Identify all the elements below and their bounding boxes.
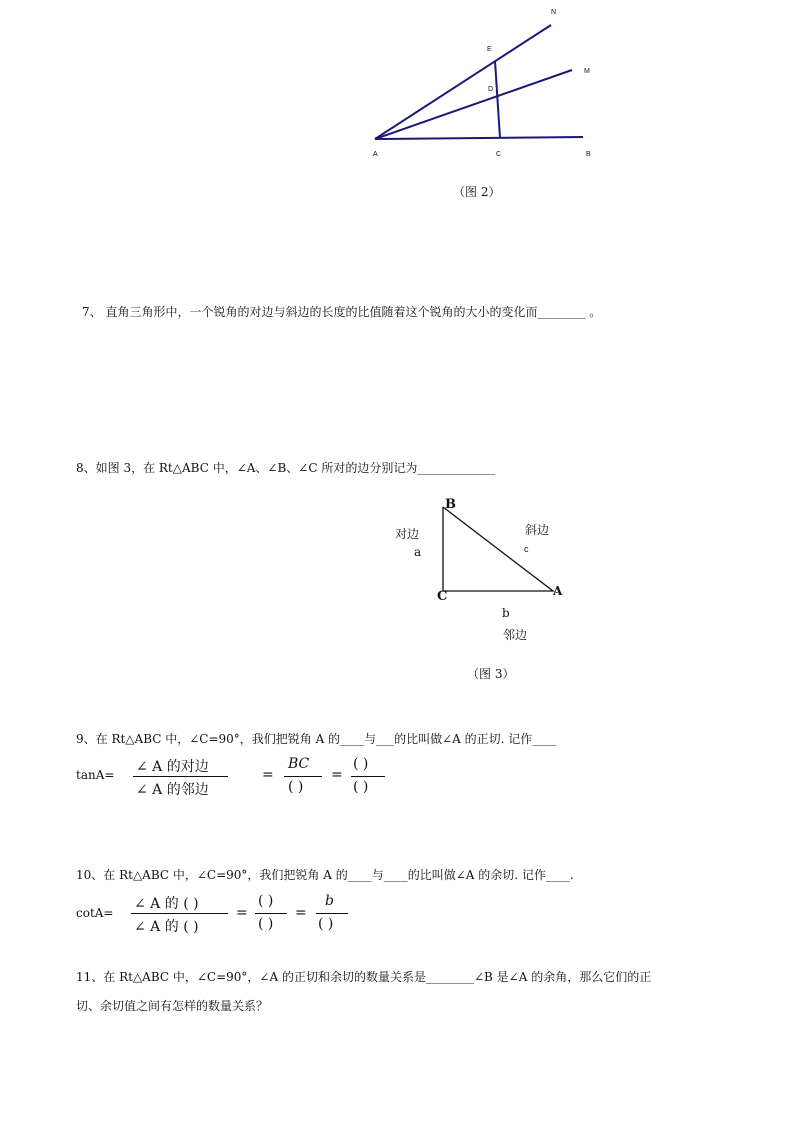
tan-eq2: = [331,767,343,783]
tan-frac1-den: ∠ A 的邻边 [136,782,209,798]
cot-frac2-num: ( ) [258,893,274,909]
cot-frac2-den: ( ) [258,916,274,932]
fig3-side-c: c [524,544,529,554]
tan-frac2-line [284,776,322,777]
fig3-vertex-a: A [553,584,563,598]
fig3-hyp-label: 斜边 [525,523,550,537]
cot-lhs: cotA= [76,906,114,920]
fig2-label-a: A [373,151,378,158]
question-7: 7、 直角三角形中，一个锐角的对边与斜边的长度的比值随着这个锐角的大小的变化而________ 。 [82,305,602,319]
question-11-line1: 11、在 Rt△ABC 中，∠C=90°，∠A 的正切和余切的数量关系是________∠B 是∠A 的余角，那么它们的正 [76,970,652,984]
tan-frac3-den: ( ) [353,779,369,795]
cot-frac1-num: ∠ A 的 ( ) [134,896,199,912]
cot-frac3-num: b [325,893,334,909]
triangle-abc [443,507,553,591]
fig3-vertex-b: B [445,497,456,512]
tan-eq1: = [262,767,274,783]
tan-frac3-line [351,776,385,777]
cot-frac1-den: ∠ A 的 ( ) [134,919,199,935]
question-8: 8、如图 3，在 Rt△ABC 中，∠A、∠B、∠C 所对的边分别记为_____________ [76,461,496,475]
question-9: 9、在 Rt△ABC 中，∠C=90°，我们把锐角 A 的____与___的比叫做∠A 的正切. 记作____ [76,732,557,746]
question-10: 10、在 Rt△ABC 中，∠C=90°，我们把锐角 A 的____与____的比叫做∠A 的余切. 记作____. [76,868,574,882]
fig2-label-e: E [487,46,492,53]
cot-eq1: = [236,905,248,921]
fig3-vertex-c: C [437,589,448,604]
tan-frac1-line [133,776,228,777]
fig2-caption: （图 2） [453,185,501,199]
cot-frac3-den: ( ) [318,916,334,932]
fig3-caption: （图 3） [467,667,515,681]
fig2-label-b: B [586,151,591,158]
fig3-side-b: b [502,606,510,620]
fig2-label-m: M [584,68,590,75]
tan-lhs: tanA= [76,768,115,782]
cot-frac1-line [131,913,228,914]
fig3-opposite-label: 对边 [395,527,420,541]
cot-frac2-line [255,913,287,914]
fig2-label-d: D [488,86,494,93]
cot-frac3-line [316,913,348,914]
fig2-label-c: C [496,151,502,158]
tan-frac2-num: BC [288,756,310,772]
fig3-side-a: a [414,545,422,559]
tan-frac1-num: ∠ A 的对边 [136,759,209,775]
fig2-label-n: N [551,9,557,16]
fig3-adjacent-label: 邻边 [503,628,528,642]
tan-frac3-num: ( ) [353,756,369,772]
question-11-line2: 切、余切值之间有怎样的数量关系？ [76,999,269,1013]
cot-eq2: = [295,905,307,921]
tan-frac2-den: ( ) [288,779,304,795]
